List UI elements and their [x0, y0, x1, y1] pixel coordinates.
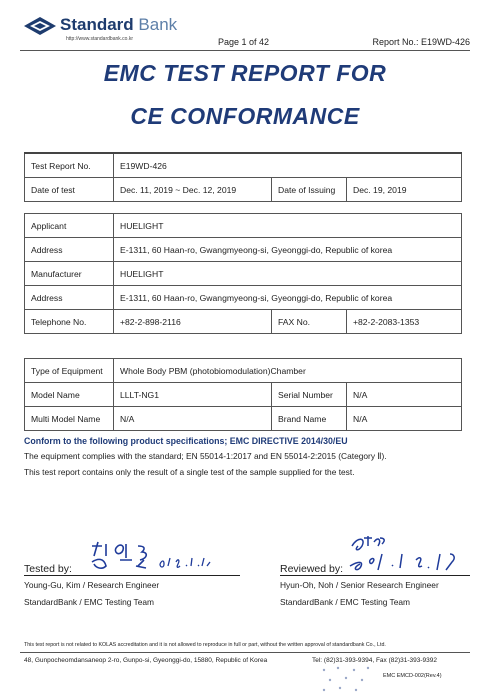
equipment-type-label: Type of Equipment [25, 359, 114, 383]
report-no-value: E19WD-426 [114, 153, 462, 178]
applicant-address-value: E-1311, 60 Haan-ro, Gwangmyeong-si, Gyeonggi-do, Republic of korea [114, 238, 462, 262]
manufacturer-address-label: Address [25, 286, 114, 310]
company-stamp [318, 664, 378, 694]
tester-name: Young-Gu, Kim / Research Engineer [24, 580, 160, 590]
equipment-type-value: Whole Body PBM (photobiomodulation)Chamber [114, 359, 462, 383]
brand-name-value: N/A [347, 407, 462, 431]
logo-wordmark [60, 15, 177, 35]
serial-number-value: N/A [347, 383, 462, 407]
applicant-value: HUELIGHT [114, 214, 462, 238]
conformity-heading: Conform to the following product specifications; EMC DIRECTIVE 2014/30/EU [24, 436, 348, 446]
footer-disclaimer: This test report is not related to KOLAS accreditation and it is not allowed to reproduce in full or part, without the written approval of standardbank Co., Ltd. [24, 642, 386, 648]
date-of-test-label: Date of test [25, 178, 114, 202]
date-of-issuing-value: Dec. 19, 2019 [347, 178, 462, 202]
logo-brand-sub: Bank [138, 15, 178, 34]
telephone-value: +82-2-898-2116 [114, 310, 272, 334]
document-title-line2: CE CONFORMANCE [130, 103, 360, 129]
tested-by-label: Tested by: [24, 563, 72, 575]
reviewer-signature [346, 532, 466, 574]
tester-organization: StandardBank / EMC Testing Team [24, 597, 155, 607]
conformity-statement: The equipment complies with the standard; EN 55014-1:2017 and EN 55014-2:2015 (Category Ⅱ). [24, 451, 387, 461]
multi-model-label: Multi Model Name [25, 407, 114, 431]
footer-address: 48, Gunpocheomdansaneop 2-ro, Gunpo-si, Gyeonggi-do, 15880, Republic of Korea [24, 657, 268, 664]
form-code: EMC EMCD-002(Rev.4) [383, 673, 442, 679]
header-report-number: Report No.: E19WD-426 [372, 37, 470, 47]
report-no-label: Test Report No. [25, 153, 114, 178]
manufacturer-value: HUELIGHT [114, 262, 462, 286]
reviewed-by-label: Reviewed by: [280, 563, 344, 575]
applicant-label: Applicant [25, 214, 114, 238]
manufacturer-address-value: E-1311, 60 Haan-ro, Gwangmyeong-si, Gyeonggi-do, Republic of korea [114, 286, 462, 310]
date-of-test-value: Dec. 11, 2019 ~ Dec. 12, 2019 [114, 178, 272, 202]
telephone-label: Telephone No. [25, 310, 114, 334]
multi-model-value: N/A [114, 407, 272, 431]
applicant-table [24, 213, 462, 334]
model-name-value: LLLT-NG1 [114, 383, 272, 407]
fax-label: FAX No. [272, 310, 347, 334]
logo-brand-main: Standard [60, 15, 134, 34]
fax-value: +82-2-2083-1353 [347, 310, 462, 334]
tester-signature [86, 540, 226, 574]
page-number: Page 1 of 42 [218, 37, 270, 47]
model-name-label: Model Name [25, 383, 114, 407]
reviewed-by-signature-line [280, 575, 470, 576]
tested-by-signature-line [24, 575, 240, 576]
conformity-scope-note: This test report contains only the result of a single test of the sample supplied for the test. [24, 467, 355, 477]
logo-url: http://www.standardbank.co.kr [66, 36, 133, 42]
footer-divider [20, 652, 470, 653]
company-logo [24, 14, 194, 48]
serial-number-label: Serial Number [272, 383, 347, 407]
brand-name-label: Brand Name [272, 407, 347, 431]
logo-mark-icon [24, 17, 56, 35]
applicant-address-label: Address [25, 238, 114, 262]
document-title-line1: EMC TEST REPORT FOR [103, 60, 387, 86]
manufacturer-label: Manufacturer [25, 262, 114, 286]
header-divider [20, 50, 470, 51]
reviewer-organization: StandardBank / EMC Testing Team [280, 597, 411, 607]
footer-contact: Tel: (82)31-393-9394, Fax (82)31-393-9392 [312, 657, 438, 664]
report-info-table [24, 152, 462, 202]
equipment-table [24, 358, 462, 431]
date-of-issuing-label: Date of Issuing [272, 178, 347, 202]
reviewer-name: Hyun-Oh, Noh / Senior Research Engineer [280, 580, 439, 590]
